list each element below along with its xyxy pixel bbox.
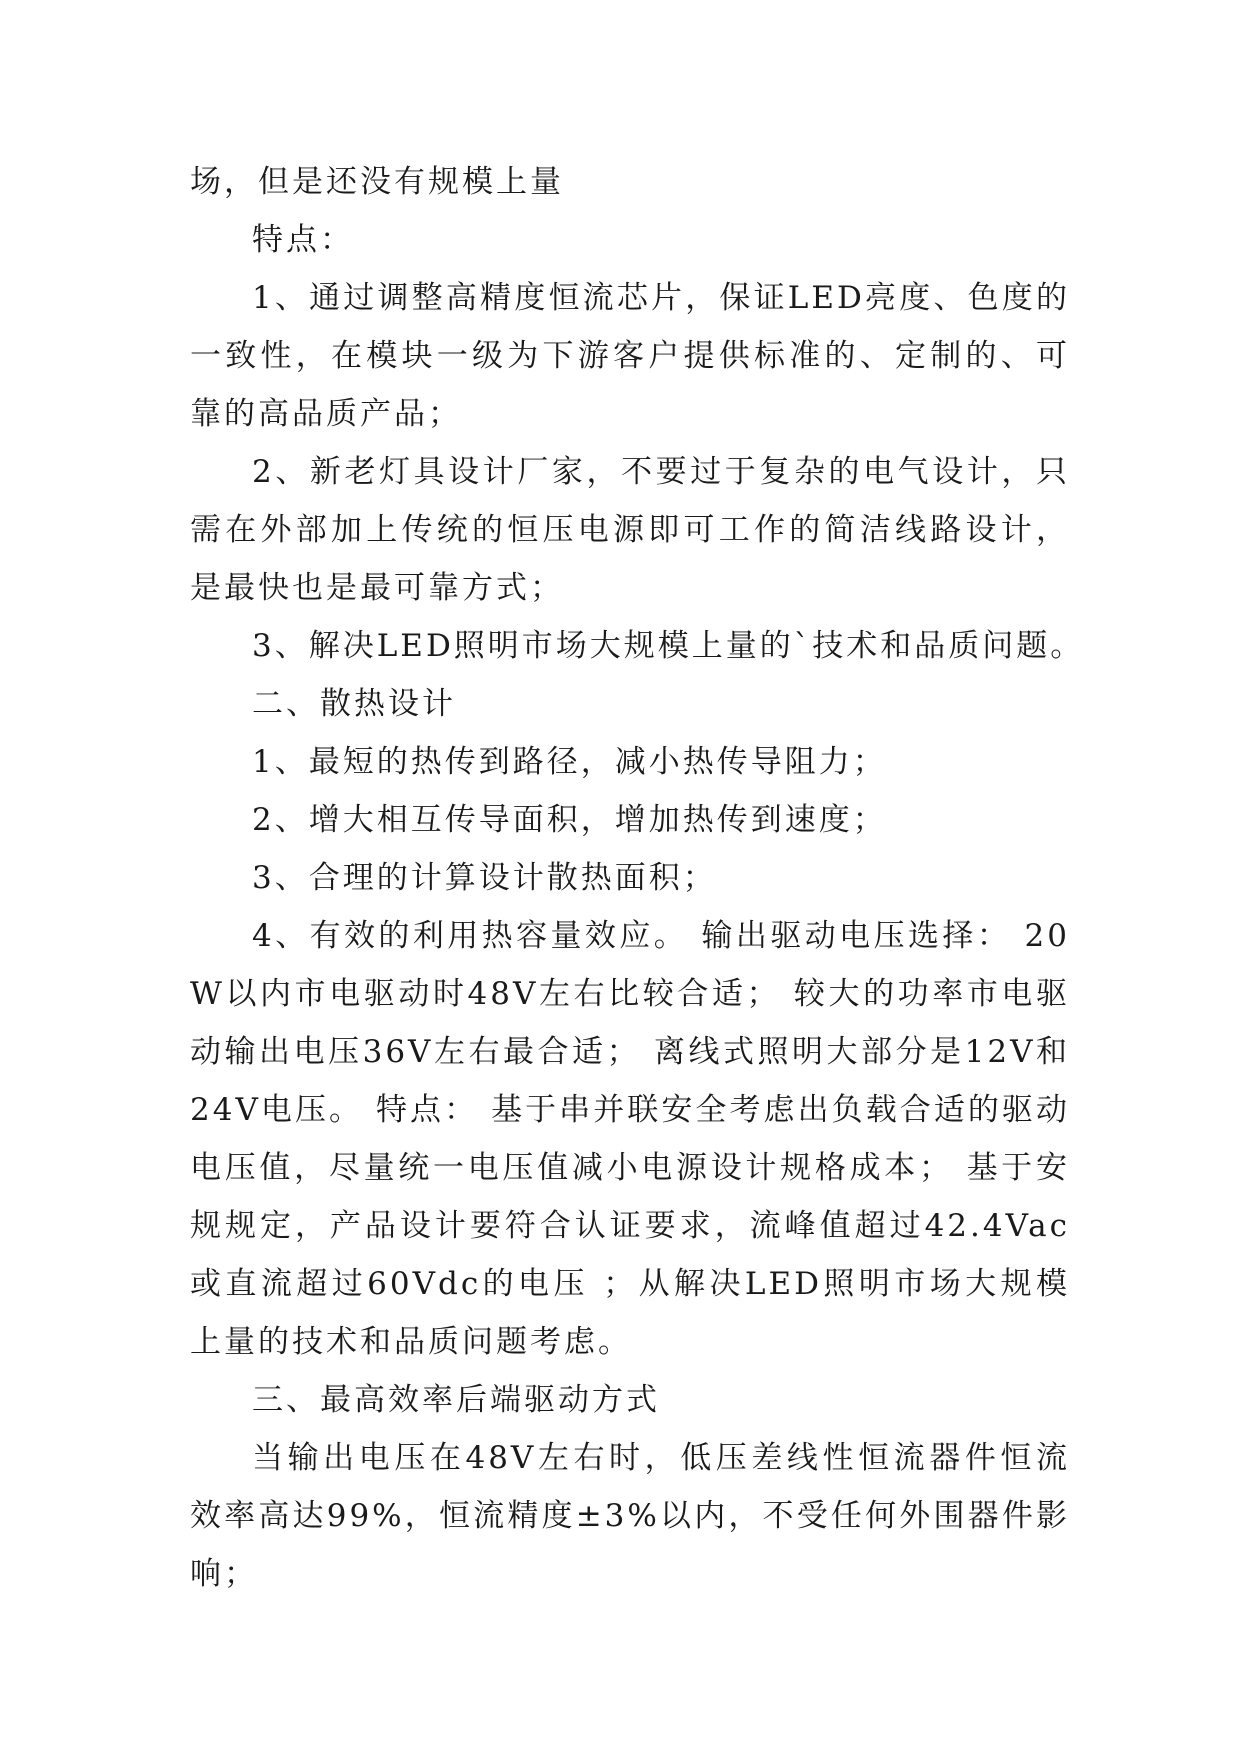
- paragraph-features-heading: 特点：: [252, 222, 354, 258]
- paragraph-heat-4: 4、有效的利用热容量效应。 输出驱动电压选择： 20W以内市电驱动时48V左右比较合适； 较大的功率市电驱动输出电压36V左右最合适； 离线式照明大部分是12V和24V电压。 特点： 基于串并联安全考虑出负载合适的驱动电压值，尽量统一电压值减小电源设计规格成本； 基于安规规定，产品设计要符合认证要求，流峰值超过42.4Vac或直流超过60Vdc的电压 ；从解决LED照明市场大规模上量的技术和品质问题考虑。: [190, 918, 1070, 1360]
- section-heading-heat-dissipation: 二、散热设计: [252, 686, 456, 722]
- paragraph-feature-2: 2、新老灯具设计厂家，不要过于复杂的电气设计，只需在外部加上传统的恒压电源即可工作的简洁线路设计，是最快也是最可靠方式；: [190, 454, 1070, 606]
- paragraph-feature-1: 1、通过调整高精度恒流芯片，保证LED亮度、色度的一致性，在模块一级为下游客户提供标准的、定制的、可靠的高品质产品；: [190, 280, 1070, 432]
- paragraph-heat-1: 1、最短的热传到路径，减小热传导阻力；: [252, 744, 887, 780]
- section-heading-driver-mode: 三、最高效率后端驱动方式: [252, 1382, 660, 1418]
- paragraph-feature-3: 3、解决LED照明市场大规模上量的`技术和品质问题。: [252, 628, 1085, 664]
- document-body: [190, 153, 1085, 1603]
- paragraph-heat-2: 2、增大相互传导面积，增加热传到速度；: [252, 802, 887, 838]
- paragraph-driver-efficiency: 当输出电压在48V左右时，低压差线性恒流器件恒流效率高达99%，恒流精度±3%以内，不受任何外围器件影响；: [190, 1440, 1070, 1592]
- paragraph-heat-3: 3、合理的计算设计散热面积；: [252, 860, 717, 896]
- paragraph-continuation: 场，但是还没有规模上量: [190, 164, 564, 200]
